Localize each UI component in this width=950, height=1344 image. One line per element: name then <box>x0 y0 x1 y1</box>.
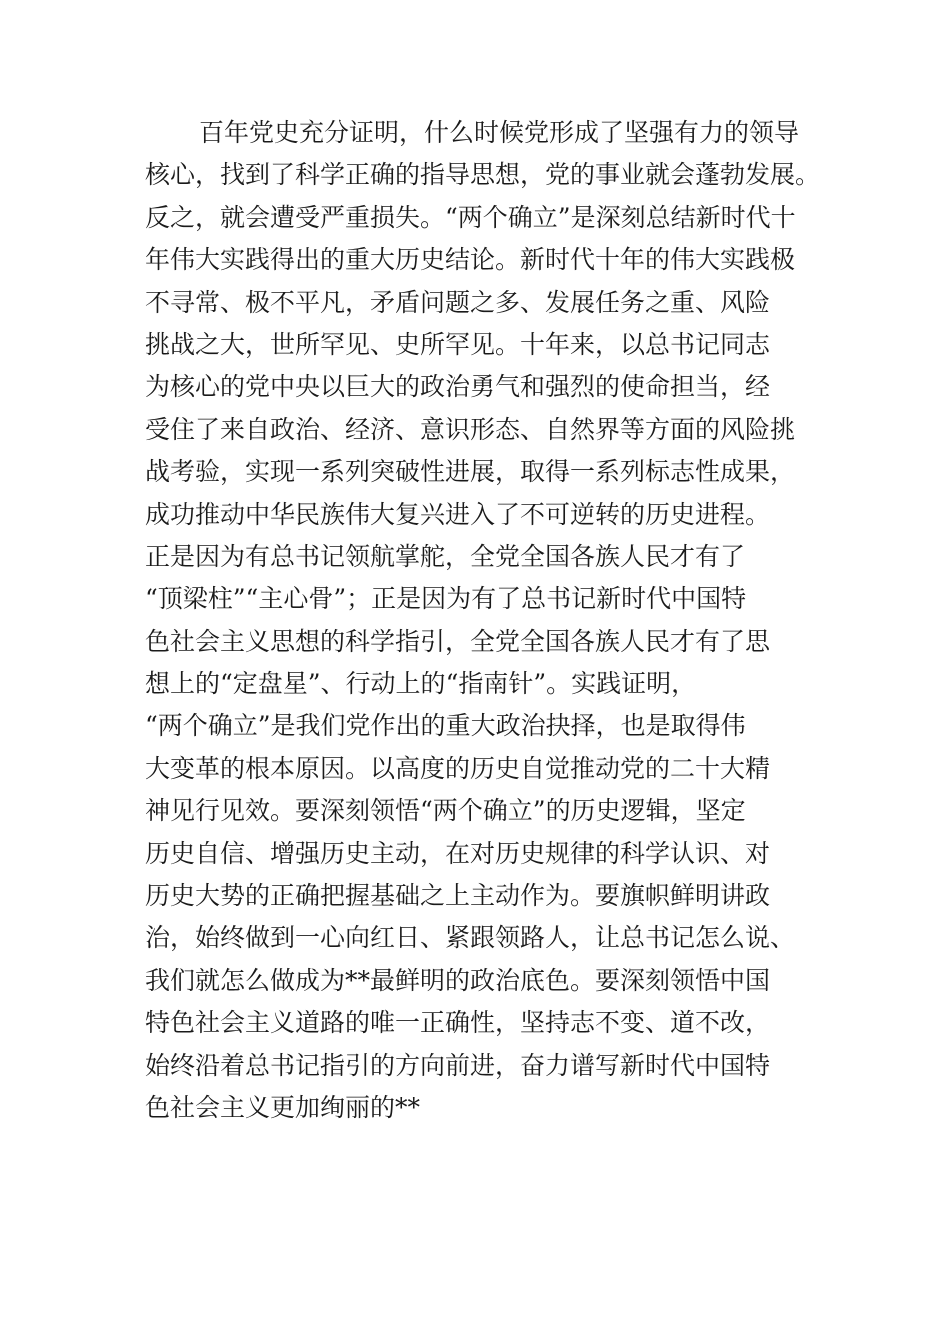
text-line: 始终沿着总书记指引的方向前进，奋力谱写新时代中国特 <box>145 1050 771 1080</box>
body-paragraph <box>145 112 825 1129</box>
text-line: “顶梁柱”“主心骨”；正是因为有了总书记新时代中国特 <box>145 584 747 614</box>
text-line: 为核心的党中央以巨大的政治勇气和强烈的使命担当，经 <box>145 372 771 402</box>
text-line: 色社会主义更加绚丽的** <box>145 1092 421 1122</box>
text-line: 历史大势的正确把握基础之上主动作为。要旗帜鲜明讲政 <box>145 881 771 911</box>
text-line: “两个确立”是我们党作出的重大政治抉择，也是取得伟 <box>145 711 746 741</box>
text-line: 不寻常、极不平凡，矛盾问题之多、发展任务之重、风险 <box>145 287 771 317</box>
text-line: 历史自信、增强历史主动，在对历史规律的科学认识、对 <box>145 838 771 868</box>
text-line: 年伟大实践得出的重大历史结论。新时代十年的伟大实践极 <box>145 245 796 275</box>
text-line: 百年党史充分证明，什么时候党形成了坚强有力的领导 <box>199 118 800 147</box>
text-line: 治，始终做到一心向红日、紧跟领路人，让总书记怎么说、 <box>145 923 796 953</box>
text-line: 神见行见效。要深刻领悟“两个确立”的历史逻辑，坚定 <box>145 796 746 826</box>
text-line: 成功推动中华民族伟大复兴进入了不可逆转的历史进程。 <box>145 499 771 529</box>
text-line: 大变革的根本原因。以高度的历史自觉推动党的二十大精 <box>145 753 771 783</box>
text-line: 核心，找到了科学正确的指导思想，党的事业就会蓬勃发展。 <box>145 160 821 190</box>
text-line: 反之，就会遭受严重损失。“两个确立”是深刻总结新时代十 <box>145 202 796 232</box>
text-line: 受住了来自政治、经济、意识形态、自然界等方面的风险挑 <box>145 414 796 444</box>
text-line: 特色社会主义道路的唯一正确性，坚持志不变、道不改， <box>145 1008 771 1038</box>
text-line: 战考验，实现一系列突破性进展，取得一系列标志性成果， <box>145 457 796 487</box>
text-line: 想上的“定盘星”、行动上的“指南针”。实践证明， <box>145 669 697 699</box>
text-line: 色社会主义思想的科学指引，全党全国各族人民才有了思 <box>145 626 771 656</box>
text-line: 我们就怎么做成为**最鲜明的政治底色。要深刻领悟中国 <box>145 965 771 995</box>
text-line: 挑战之大，世所罕见、史所罕见。十年来，以总书记同志 <box>145 329 771 359</box>
text-line: 正是因为有总书记领航掌舵，全党全国各族人民才有了 <box>145 541 746 571</box>
